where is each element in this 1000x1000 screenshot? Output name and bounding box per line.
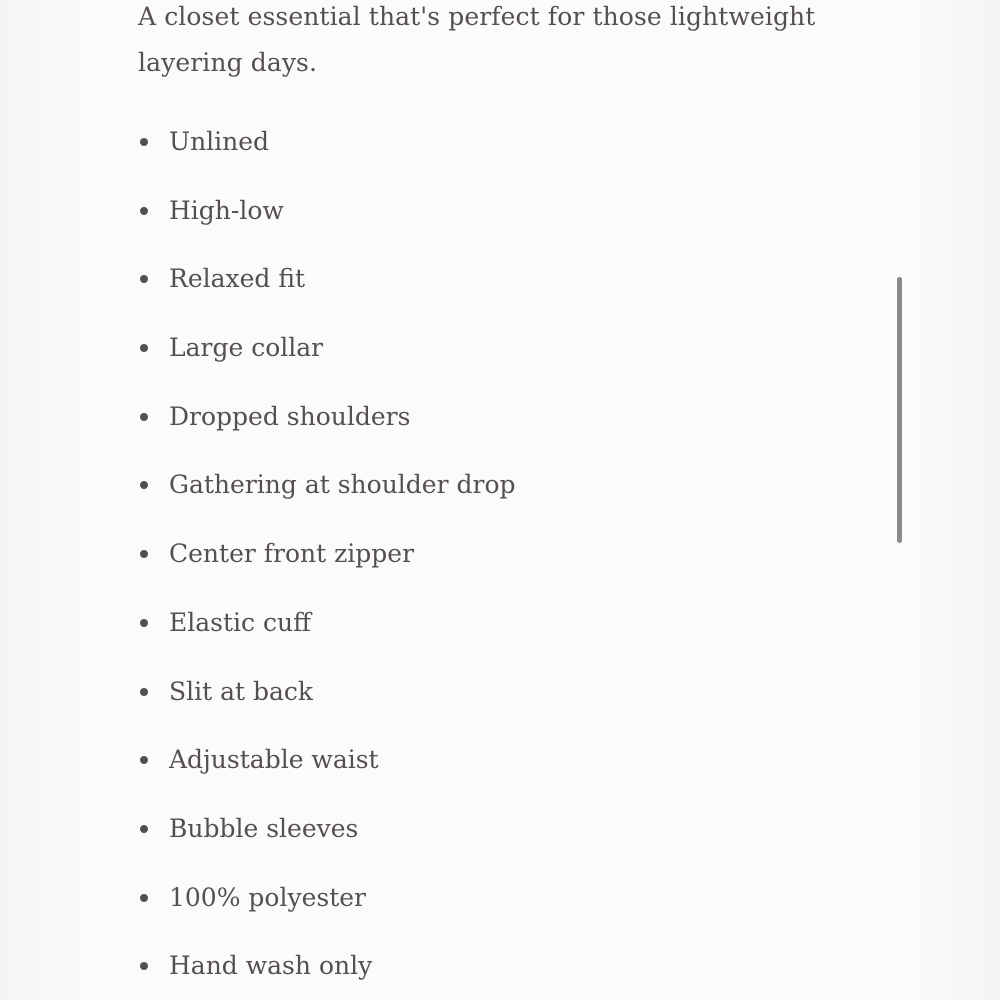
bullet-icon — [140, 825, 148, 833]
feature-label: Slit at back — [169, 676, 314, 706]
feature-label: Elastic cuff — [169, 607, 311, 637]
feature-list — [138, 122, 878, 1000]
feature-label: Center front zipper — [169, 539, 415, 569]
vertical-scrollbar[interactable] — [897, 277, 902, 543]
list-item — [138, 878, 878, 947]
feature-label: Unlined — [169, 127, 270, 156]
bullet-icon — [140, 344, 148, 352]
feature-label: 100% polyester — [169, 882, 367, 912]
feature-label: Gathering at shoulder drop — [169, 470, 516, 500]
product-description: A closet essential that's perfect for those lightweight layering days. — [138, 2, 816, 77]
bullet-icon — [140, 481, 148, 489]
product-description-panel — [138, 0, 878, 1000]
bullet-icon — [140, 413, 148, 421]
bullet-icon — [140, 619, 148, 627]
feature-label: High-low — [169, 195, 284, 225]
list-item — [138, 809, 878, 878]
list-item — [138, 534, 878, 603]
left-margin — [0, 0, 90, 1000]
bullet-icon — [140, 138, 148, 146]
feature-label: Large collar — [169, 333, 324, 363]
list-item — [138, 328, 878, 397]
list-item — [138, 740, 878, 809]
bullet-icon — [140, 688, 148, 696]
list-item — [138, 259, 878, 328]
list-item — [138, 191, 878, 260]
bullet-icon — [140, 756, 148, 764]
list-item — [138, 465, 878, 534]
list-item — [138, 397, 878, 466]
list-item — [138, 672, 878, 741]
list-item — [138, 122, 878, 191]
feature-label: Hand wash only — [169, 951, 373, 981]
bullet-icon — [140, 550, 148, 558]
bullet-icon — [140, 894, 148, 902]
list-item — [138, 603, 878, 672]
right-margin — [910, 0, 1000, 1000]
bullet-icon — [140, 207, 148, 215]
bullet-icon — [140, 962, 148, 970]
feature-label: Dropped shoulders — [169, 401, 411, 431]
feature-label: Adjustable waist — [169, 745, 379, 775]
feature-label: Relaxed fit — [169, 264, 306, 294]
list-item — [138, 946, 878, 1000]
bullet-icon — [140, 275, 148, 283]
feature-label: Bubble sleeves — [169, 813, 359, 843]
